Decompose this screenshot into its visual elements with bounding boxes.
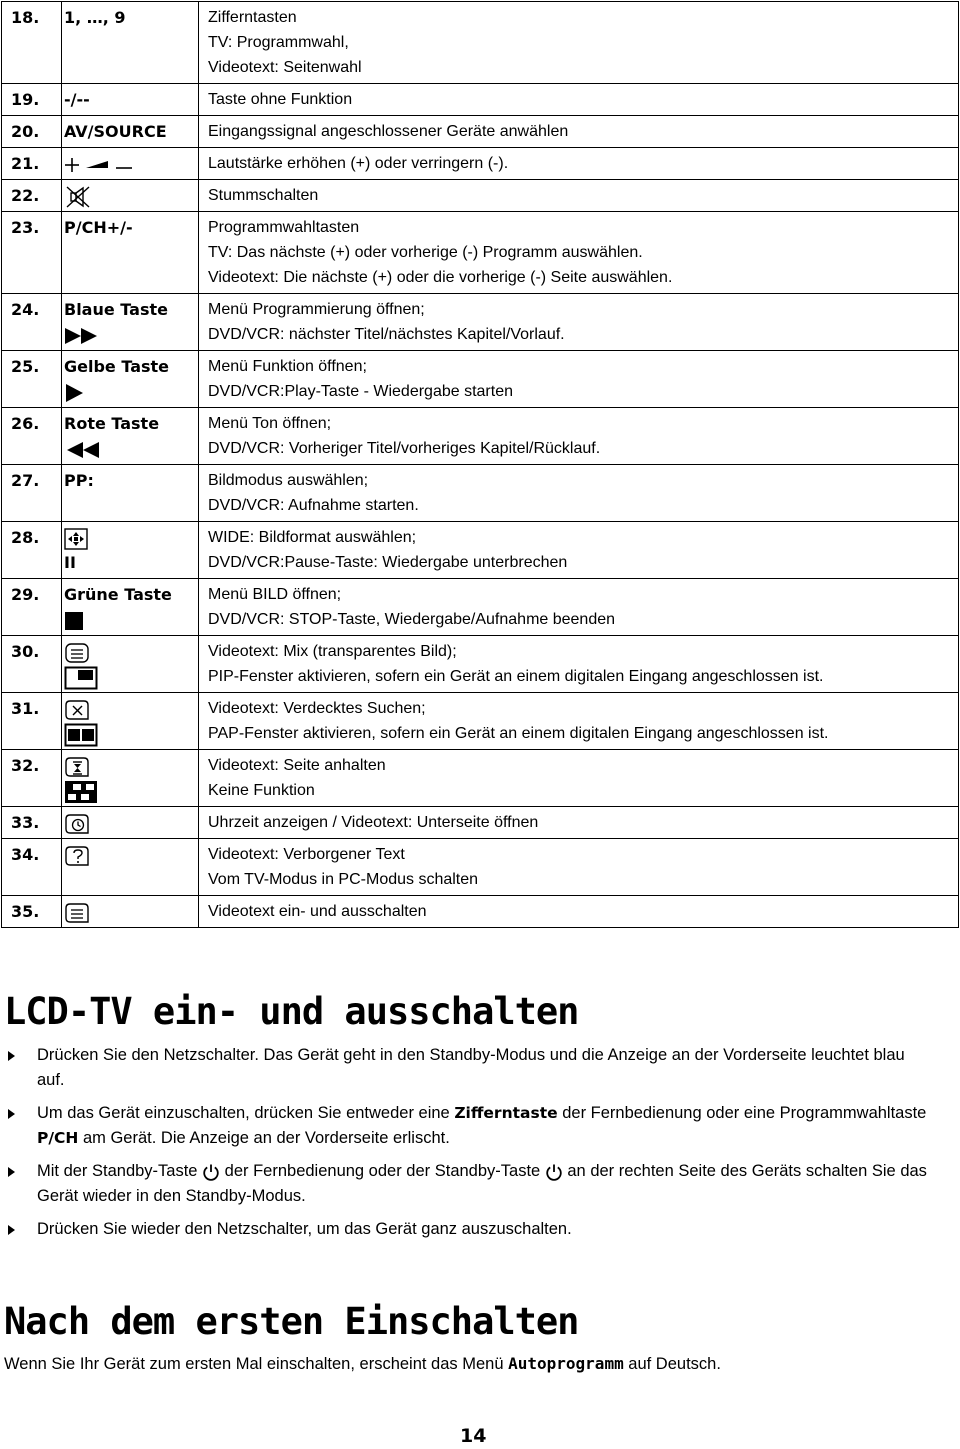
key-number: 24. bbox=[2, 294, 62, 351]
key-label-cell bbox=[62, 2, 199, 84]
description-line: DVD/VCR:Play-Taste - Wiedergabe starten bbox=[208, 383, 513, 400]
key-label-cell bbox=[62, 212, 199, 294]
key-description bbox=[199, 351, 959, 408]
key-description bbox=[199, 294, 959, 351]
key-label-cell bbox=[62, 148, 199, 180]
bullet-text-cont: Gerät wieder in den Standby-Modus. bbox=[37, 1187, 306, 1205]
key-label-cell bbox=[62, 693, 199, 750]
key-description bbox=[199, 839, 959, 896]
list-item bbox=[8, 1101, 952, 1151]
table-row bbox=[2, 148, 959, 180]
key-description bbox=[199, 896, 959, 928]
key-name-zifferntaste: Zifferntaste bbox=[454, 1104, 558, 1122]
key-description bbox=[199, 465, 959, 522]
rewind-icon bbox=[64, 436, 198, 461]
key-label: -/-- bbox=[64, 90, 90, 109]
description-line: Bildmodus auswählen; bbox=[208, 472, 369, 489]
description-line: Zifferntasten bbox=[208, 9, 297, 26]
bullet-text: der Fernbedienung oder der Standby-Taste bbox=[220, 1162, 545, 1180]
key-number: 26. bbox=[2, 408, 62, 465]
bullet-text: der Fernbedienung oder eine Programmwahltaste bbox=[557, 1104, 927, 1122]
key-label-cell bbox=[62, 636, 199, 693]
key-number: 32. bbox=[2, 750, 62, 807]
description-line: TV: Programmwahl, bbox=[208, 34, 349, 51]
table-row bbox=[2, 522, 959, 579]
standby-icon bbox=[545, 1163, 563, 1181]
key-description bbox=[199, 750, 959, 807]
first-start-paragraph bbox=[4, 1351, 721, 1377]
key-number: 27. bbox=[2, 465, 62, 522]
volume-plus-minus-icon bbox=[64, 151, 198, 176]
key-label-cell bbox=[62, 807, 199, 839]
key-label: P/CH+/- bbox=[64, 218, 133, 237]
key-label-cell bbox=[62, 294, 199, 351]
table-row bbox=[2, 465, 959, 522]
key-number: 23. bbox=[2, 212, 62, 294]
key-label-cell bbox=[62, 522, 199, 579]
description-line: TV: Das nächste (+) oder vorherige (-) Programm auswählen. bbox=[208, 244, 643, 261]
bullet-arrow-icon bbox=[8, 1167, 15, 1177]
paragraph-text: auf Deutsch. bbox=[623, 1355, 721, 1373]
checker-icon bbox=[64, 778, 198, 803]
description-line: Programmwahltasten bbox=[208, 219, 360, 236]
key-label-cell bbox=[62, 351, 199, 408]
picture-format-icon bbox=[64, 525, 198, 550]
table-row bbox=[2, 212, 959, 294]
key-name-pch: P/CH bbox=[37, 1129, 79, 1147]
description-line: Videotext: Seite anhalten bbox=[208, 757, 386, 774]
description-line: Eingangssignal angeschlossener Geräte anwählen bbox=[208, 123, 569, 140]
teletext-clock-icon bbox=[64, 810, 198, 835]
description-line: DVD/VCR: Aufnahme starten. bbox=[208, 497, 419, 514]
key-description bbox=[199, 408, 959, 465]
table-row bbox=[2, 750, 959, 807]
description-line: DVD/VCR: Vorheriger Titel/vorheriges Kapitel/Rücklauf. bbox=[208, 440, 601, 457]
table-row bbox=[2, 636, 959, 693]
table-row bbox=[2, 807, 959, 839]
bullet-text: an der rechten Seite des Geräts schalten Sie das bbox=[562, 1162, 927, 1180]
bullet-arrow-icon bbox=[8, 1109, 15, 1119]
key-number: 30. bbox=[2, 636, 62, 693]
key-number: 22. bbox=[2, 180, 62, 212]
description-line: Lautstärke erhöhen (+) oder verringern (-). bbox=[208, 155, 509, 172]
key-label-cell bbox=[62, 839, 199, 896]
description-line: Videotext: Mix (transparentes Bild); bbox=[208, 643, 457, 660]
description-line: Stummschalten bbox=[208, 187, 319, 204]
table-row bbox=[2, 693, 959, 750]
play-icon bbox=[64, 379, 198, 404]
bullet-text: Drücken Sie wieder den Netzschalter, um das Gerät ganz auszuschalten. bbox=[37, 1220, 572, 1238]
description-line: Taste ohne Funktion bbox=[208, 91, 353, 108]
key-label: AV/SOURCE bbox=[64, 122, 167, 141]
pip-icon bbox=[64, 664, 198, 689]
description-line: Videotext: Verdecktes Suchen; bbox=[208, 700, 426, 717]
key-label-cell bbox=[62, 84, 199, 116]
description-line: Videotext: Seitenwahl bbox=[208, 59, 362, 76]
page-number: 14 bbox=[460, 1425, 487, 1447]
description-line: PIP-Fenster aktivieren, sofern ein Gerät an einem digitalen Eingang angeschlossen ist. bbox=[208, 668, 824, 685]
key-label-cell bbox=[62, 750, 199, 807]
pause-key-label: II bbox=[64, 553, 76, 572]
teletext-hold-icon bbox=[64, 753, 198, 778]
description-line: Uhrzeit anzeigen / Videotext: Unterseite öffnen bbox=[208, 814, 539, 831]
key-label: Blaue Taste bbox=[64, 300, 168, 319]
description-line: PAP-Fenster aktivieren, sofern ein Gerät an einem digitalen Eingang angeschlossen ist. bbox=[208, 725, 829, 742]
list-item bbox=[8, 1159, 952, 1209]
key-number: 28. bbox=[2, 522, 62, 579]
key-description bbox=[199, 807, 959, 839]
key-number: 21. bbox=[2, 148, 62, 180]
description-line: DVD/VCR:Pause-Taste: Wiedergabe unterbrechen bbox=[208, 554, 568, 571]
key-number: 25. bbox=[2, 351, 62, 408]
key-label-cell bbox=[62, 116, 199, 148]
table-row bbox=[2, 839, 959, 896]
key-description bbox=[199, 636, 959, 693]
description-line: Videotext: Verborgener Text bbox=[208, 846, 405, 863]
power-instructions-list bbox=[8, 1043, 952, 1250]
key-number: 33. bbox=[2, 807, 62, 839]
remote-key-table bbox=[1, 1, 959, 928]
stop-icon bbox=[64, 607, 198, 632]
table-row bbox=[2, 2, 959, 84]
key-description bbox=[199, 212, 959, 294]
standby-icon bbox=[202, 1163, 220, 1181]
teletext-cancel-icon bbox=[64, 696, 198, 721]
description-line: DVD/VCR: nächster Titel/nächstes Kapitel/Vorlauf. bbox=[208, 326, 565, 343]
description-line: DVD/VCR: STOP-Taste, Wiedergabe/Aufnahme beenden bbox=[208, 611, 616, 628]
description-line: Menü BILD öffnen; bbox=[208, 586, 342, 603]
menu-name-autoprogramm: Autoprogramm bbox=[508, 1354, 624, 1373]
key-label: 1, …, 9 bbox=[64, 8, 126, 27]
description-line: Menü Ton öffnen; bbox=[208, 415, 332, 432]
key-number: 18. bbox=[2, 2, 62, 84]
key-label: Rote Taste bbox=[64, 414, 160, 433]
table-row bbox=[2, 408, 959, 465]
key-number: 29. bbox=[2, 579, 62, 636]
paragraph-text: Wenn Sie Ihr Gerät zum ersten Mal einschalten, erscheint das Menü bbox=[4, 1355, 509, 1373]
key-description bbox=[199, 116, 959, 148]
teletext-reveal-icon bbox=[64, 842, 198, 867]
key-description bbox=[199, 84, 959, 116]
key-label: Gelbe Taste bbox=[64, 357, 170, 376]
description-line: WIDE: Bildformat auswählen; bbox=[208, 529, 417, 546]
key-description bbox=[199, 180, 959, 212]
key-label: Grüne Taste bbox=[64, 585, 172, 604]
key-description bbox=[199, 2, 959, 84]
list-item bbox=[8, 1217, 952, 1242]
list-item bbox=[8, 1043, 952, 1093]
description-line: Vom TV-Modus in PC-Modus schalten bbox=[208, 871, 479, 888]
mute-icon bbox=[64, 183, 198, 208]
teletext-mix-icon bbox=[64, 639, 198, 664]
key-label-cell bbox=[62, 180, 199, 212]
key-description bbox=[199, 522, 959, 579]
teletext-icon bbox=[64, 899, 198, 924]
key-number: 19. bbox=[2, 84, 62, 116]
key-number: 31. bbox=[2, 693, 62, 750]
key-label-cell bbox=[62, 465, 199, 522]
key-description bbox=[199, 579, 959, 636]
description-line: Videotext: Die nächste (+) oder die vorherige (-) Seite auswählen. bbox=[208, 269, 673, 286]
table-row bbox=[2, 896, 959, 928]
table-row bbox=[2, 116, 959, 148]
description-line: Menü Programmierung öffnen; bbox=[208, 301, 425, 318]
key-number: 34. bbox=[2, 839, 62, 896]
bullet-text: Um das Gerät einzuschalten, drücken Sie entweder eine bbox=[37, 1104, 455, 1122]
description-line: Keine Funktion bbox=[208, 782, 315, 799]
bullet-arrow-icon bbox=[8, 1225, 15, 1235]
key-description bbox=[199, 148, 959, 180]
description-line: Videotext ein- und ausschalten bbox=[208, 903, 427, 920]
table-row bbox=[2, 180, 959, 212]
key-label-cell bbox=[62, 408, 199, 465]
section-heading-first-start: Nach dem ersten Einschalten bbox=[4, 1300, 579, 1343]
key-label: PP: bbox=[64, 471, 94, 490]
key-label-cell bbox=[62, 896, 199, 928]
bullet-arrow-icon bbox=[8, 1051, 15, 1061]
key-description bbox=[199, 693, 959, 750]
bullet-text: Mit der Standby-Taste bbox=[37, 1162, 203, 1180]
table-row bbox=[2, 579, 959, 636]
key-number: 20. bbox=[2, 116, 62, 148]
table-row bbox=[2, 351, 959, 408]
table-row bbox=[2, 294, 959, 351]
table-row bbox=[2, 84, 959, 116]
bullet-text: am Gerät. Die Anzeige an der Vorderseite erlischt. bbox=[78, 1129, 450, 1147]
pap-icon bbox=[64, 721, 198, 746]
bullet-text-cont: auf. bbox=[37, 1071, 65, 1089]
key-number: 35. bbox=[2, 896, 62, 928]
fast-forward-icon bbox=[64, 322, 198, 347]
section-heading-power: LCD-TV ein- und ausschalten bbox=[4, 990, 579, 1033]
description-line: Menü Funktion öffnen; bbox=[208, 358, 367, 375]
key-label-cell bbox=[62, 579, 199, 636]
bullet-text: Drücken Sie den Netzschalter. Das Gerät geht in den Standby-Modus und die Anzeige an der Vorderseite leuchtet blau bbox=[37, 1046, 905, 1064]
